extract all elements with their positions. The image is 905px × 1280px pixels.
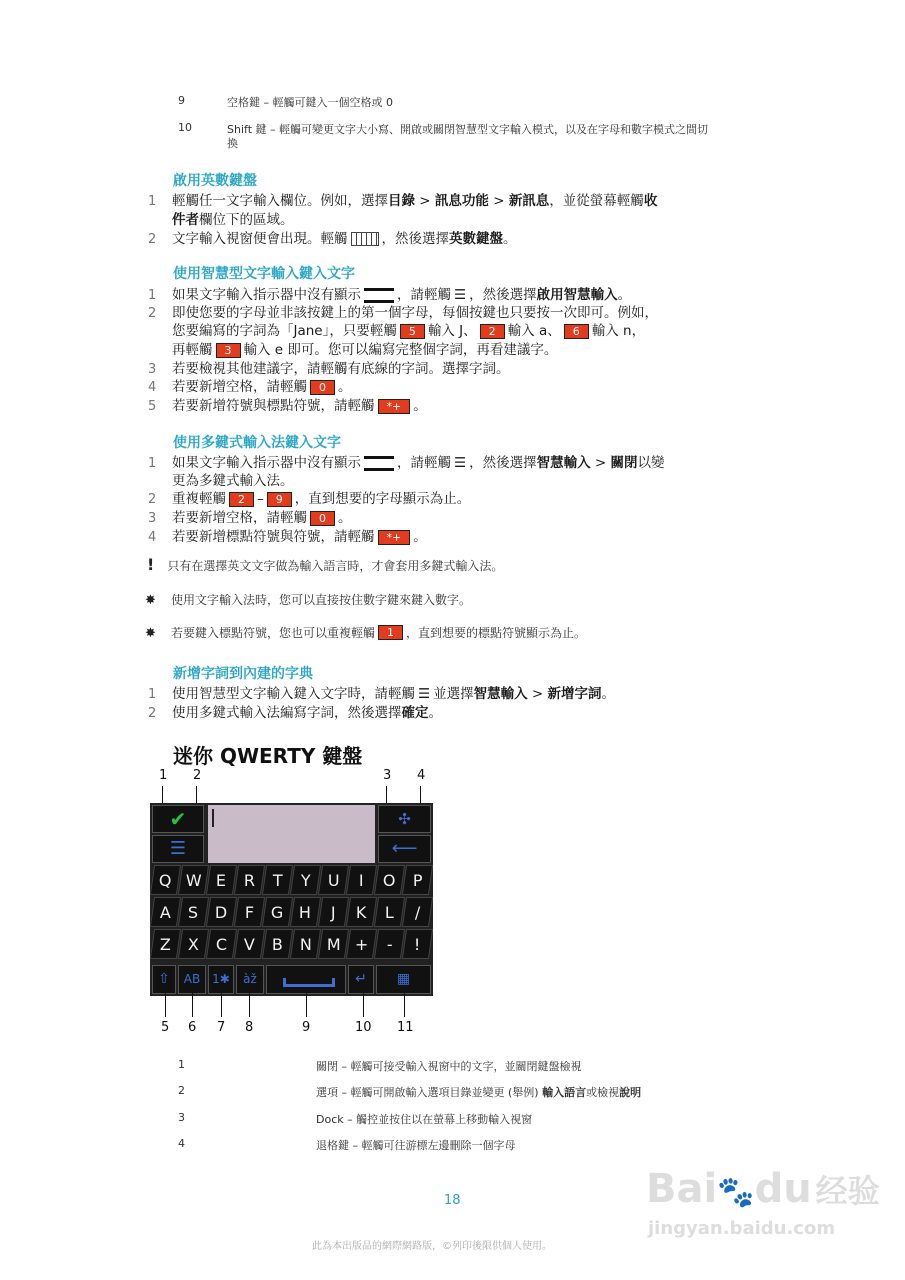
menu-icon: ☰ xyxy=(454,455,467,471)
key-l[interactable]: L xyxy=(374,897,405,927)
step: 1 如果文字輸入指示器中沒有顯示 ，請輕觸 ☰ ，然後選擇智慧輸入 > 關閉以變 xyxy=(148,455,665,471)
section-heading: 啟用英數鍵盤 xyxy=(173,173,257,189)
callout-line xyxy=(192,990,193,1017)
callout-label: 11 xyxy=(397,1020,414,1035)
key-v[interactable]: V xyxy=(234,929,265,959)
key-o[interactable]: O xyxy=(374,865,405,895)
input-mode-button[interactable]: AB xyxy=(178,965,206,994)
key-0: 0 xyxy=(310,511,335,526)
key-b[interactable]: B xyxy=(262,929,293,959)
callout-label: 6 xyxy=(188,1020,197,1035)
key-exclaim[interactable]: ! xyxy=(402,929,433,959)
key-y[interactable]: Y xyxy=(290,865,321,895)
key-2: 2 xyxy=(480,324,505,339)
step: 2 使用多鍵式輸入法編寫字詞，然後選擇確定。 xyxy=(148,705,442,721)
step-cont: 再輕觸 3 輸入 e 即可。您可以編寫完整個字詞，再看建議字。 xyxy=(172,342,558,358)
exclamation-icon: ! xyxy=(147,555,155,574)
callout-line xyxy=(306,990,307,1017)
step-cont: 件者欄位下的區域。 xyxy=(172,212,294,228)
section-heading: 使用智慧型文字輸入鍵入文字 xyxy=(173,266,355,282)
step: 2 重複輕觸 2 – 9 ，直到想要的字母顯示為止。 xyxy=(148,491,471,507)
step: 1 輕觸任一文字輸入欄位。例如，選擇目錄 > 訊息功能 > 新訊息，並從螢幕輕觸收 xyxy=(148,193,658,209)
key-k[interactable]: K xyxy=(346,897,377,927)
key-u[interactable]: U xyxy=(318,865,349,895)
step-cont: 您要編寫的字詞為「Jane」，只要輕觸 5 輸入 J、 2 輸入 a、 6 輸入 n， xyxy=(172,323,646,339)
key-3: 3 xyxy=(216,343,241,358)
section-title: 迷你 QWERTY 鍵盤 xyxy=(173,744,363,768)
step: 1 如果文字輸入指示器中沒有顯示 ，請輕觸 ☰ ，然後選擇啟用智慧輸入。 xyxy=(148,287,632,303)
step: 4 若要新增空格，請輕觸 0 。 xyxy=(148,379,352,395)
key-f[interactable]: F xyxy=(234,897,265,927)
key-m[interactable]: M xyxy=(318,929,349,959)
legend-num: 3 xyxy=(178,1111,185,1124)
callout-line xyxy=(221,990,222,1017)
callout-label: 10 xyxy=(355,1020,372,1035)
key-symbols: *+ xyxy=(378,399,411,414)
list-text: 換 xyxy=(227,137,238,150)
key-w[interactable]: W xyxy=(178,865,209,895)
step: 5 若要新增符號與標點符號，請輕觸 *+ 。 xyxy=(148,398,427,414)
dock-button[interactable]: ✣ xyxy=(378,805,431,833)
step: 3 若要檢視其他建議字，請輕觸有底線的字詞。選擇字詞。 xyxy=(148,361,510,377)
footer-notice: 此為本出版品的網際網路版，©列印後限供個人使用。 xyxy=(312,1241,552,1252)
close-button[interactable]: ✔ xyxy=(152,805,204,833)
enter-button[interactable]: ↵ xyxy=(348,965,374,994)
callout-label: 2 xyxy=(193,768,202,783)
callout-label: 1 xyxy=(159,768,168,783)
legend-num: 2 xyxy=(178,1084,185,1097)
callout-label: 8 xyxy=(245,1020,254,1035)
section-heading: 使用多鍵式輸入法鍵入文字 xyxy=(173,435,341,451)
key-1: 1 xyxy=(378,625,403,640)
callout-label: 5 xyxy=(161,1020,170,1035)
keypad-button[interactable]: ▦ xyxy=(376,965,431,994)
callout-line xyxy=(249,990,250,1017)
legend-text: Dock – 觸控並按住以在螢幕上移動輸入視窗 xyxy=(316,1113,533,1126)
step: 4 若要新增標點符號與符號，請輕觸 *+ 。 xyxy=(148,529,427,545)
note: ✸ 若要鍵入標點符號，您也可以重複輕觸 1 ，直到想要的標點符號顯示為止。 xyxy=(145,626,587,641)
key-6: 6 xyxy=(564,324,589,339)
list-text: 空格鍵 – 輕觸可鍵入一個空格或 0 xyxy=(227,96,393,109)
text-input-window[interactable] xyxy=(208,805,375,863)
paw-icon: 🐾 xyxy=(717,1175,755,1210)
baidu-watermark: Bai🐾du 经验 xyxy=(646,1166,880,1212)
key-row-2 xyxy=(152,897,431,927)
mini-qwerty-keyboard xyxy=(150,803,433,996)
text-indicator-icon xyxy=(364,288,394,303)
key-g[interactable]: G xyxy=(262,897,293,927)
page-number: 18 xyxy=(444,1193,461,1208)
legend-num: 1 xyxy=(178,1058,185,1071)
options-button[interactable]: ☰ xyxy=(152,835,204,863)
key-q[interactable]: Q xyxy=(150,865,181,895)
menu-icon: ☰ xyxy=(454,287,467,303)
note: ! 只有在選擇英文文字做為輸入語言時，才會套用多鍵式輸入法。 xyxy=(147,555,504,574)
note: ✸ 使用文字輸入法時，您可以直接按住數字鍵來鍵入數字。 xyxy=(145,593,472,608)
key-a[interactable]: A xyxy=(150,897,181,927)
callout-label: 9 xyxy=(302,1020,311,1035)
key-minus[interactable]: - xyxy=(374,929,405,959)
backspace-button[interactable]: ⟵ xyxy=(378,835,431,863)
watermark-url: jingyan.baidu.com xyxy=(648,1218,836,1239)
key-c[interactable]: C xyxy=(206,929,237,959)
key-h[interactable]: H xyxy=(290,897,321,927)
legend-text: 退格鍵 – 輕觸可往游標左邊刪除一個字母 xyxy=(316,1139,516,1152)
space-bar-icon xyxy=(283,978,335,987)
step-cont: 更為多鍵式輸入法。 xyxy=(172,473,294,489)
callout-label: 3 xyxy=(383,768,392,783)
list-text: Shift 鍵 – 輕觸可變更文字大小寫、開啟或關閉智慧型文字輸入模式，以及在字母和數字模式之間切 xyxy=(227,123,708,136)
legend-text: 關閉 – 輕觸可接受輸入視窗中的文字，並關閉鍵盤檢視 xyxy=(316,1060,582,1073)
section-heading: 新增字詞到內建的字典 xyxy=(173,666,313,682)
legend-text: 選項 – 輕觸可開啟輸入選項目錄並變更 (舉例) 輸入語言或檢視說明 xyxy=(316,1086,642,1099)
callout-label: 7 xyxy=(217,1020,226,1035)
keyboard-grid-icon xyxy=(351,232,379,246)
callout-label: 4 xyxy=(417,768,426,783)
callout-line xyxy=(363,990,364,1017)
key-i[interactable]: I xyxy=(346,865,377,895)
legend-num: 4 xyxy=(178,1137,185,1150)
key-0: 0 xyxy=(310,380,335,395)
key-5: 5 xyxy=(400,324,425,339)
language-button[interactable]: àž xyxy=(236,965,264,994)
text-cursor xyxy=(212,809,214,827)
key-row-1 xyxy=(152,865,431,895)
step: 3 若要新增空格，請輕觸 0 。 xyxy=(148,510,352,526)
key-s[interactable]: S xyxy=(178,897,209,927)
menu-icon: ☰ xyxy=(418,686,431,702)
lightbulb-icon: ✸ xyxy=(145,626,156,641)
step: 2 文字輸入視窗便會出現。輕觸 ，然後選擇英數鍵盤。 xyxy=(148,231,517,247)
key-r[interactable]: R xyxy=(234,865,265,895)
list-num: 9 xyxy=(178,94,185,107)
list-num: 10 xyxy=(178,121,192,134)
key-d[interactable]: D xyxy=(206,897,237,927)
key-9: 9 xyxy=(267,492,292,507)
number-mode-button[interactable]: 1✱ xyxy=(208,965,234,994)
callout-line xyxy=(165,990,166,1017)
key-2: 2 xyxy=(229,492,254,507)
step: 1 使用智慧型文字輸入鍵入文字時，請輕觸 ☰ 並選擇智慧輸入 > 新增字詞。 xyxy=(148,686,616,702)
step: 2 即使您要的字母並非該按鍵上的第一個字母，每個按鍵也只要按一次即可。例如， xyxy=(148,305,658,321)
key-p[interactable]: P xyxy=(402,865,433,895)
key-j[interactable]: J xyxy=(318,897,349,927)
callout-line xyxy=(404,990,405,1017)
text-indicator-icon xyxy=(364,456,394,471)
key-plus[interactable]: + xyxy=(346,929,377,959)
key-t[interactable]: T xyxy=(262,865,293,895)
key-row-3 xyxy=(152,929,431,959)
key-symbols: *+ xyxy=(378,530,411,545)
key-x[interactable]: X xyxy=(178,929,209,959)
key-slash[interactable]: / xyxy=(402,897,433,927)
shift-button[interactable]: ⇧ xyxy=(152,965,176,994)
lightbulb-icon: ✸ xyxy=(145,593,156,608)
key-z[interactable]: Z xyxy=(150,929,181,959)
key-e[interactable]: E xyxy=(206,865,237,895)
key-n[interactable]: N xyxy=(290,929,321,959)
